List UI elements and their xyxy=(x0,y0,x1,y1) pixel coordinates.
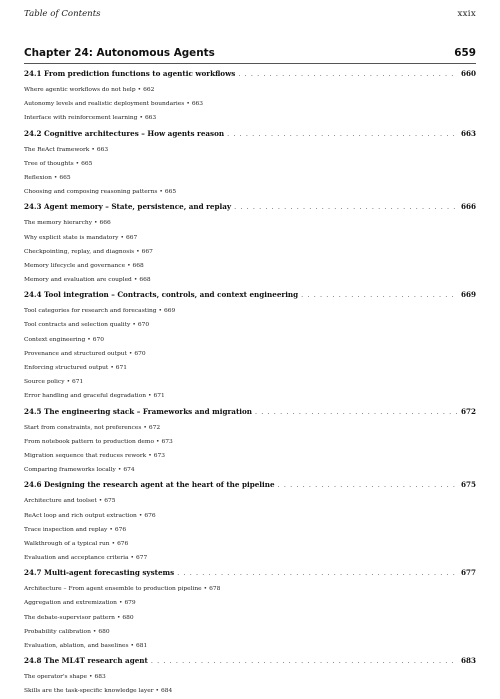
section-entry[interactable] xyxy=(24,407,476,421)
bullet-separator: • xyxy=(111,540,116,547)
subsection-title: Error handling and graceful degradation xyxy=(24,393,147,400)
toc-section xyxy=(24,129,476,200)
section-title: 24.4 Tool integration – Contracts, controls, and context engineering xyxy=(24,290,299,300)
bullet-separator: • xyxy=(148,452,152,459)
subsection-entry[interactable] xyxy=(24,449,476,463)
chapter-page: 659 xyxy=(454,47,476,59)
bullet-separator: • xyxy=(87,336,91,343)
subsection-page: 663 xyxy=(144,115,157,122)
dot-leader xyxy=(151,657,458,665)
section-page: 672 xyxy=(460,406,476,416)
subsection-entry[interactable] xyxy=(24,347,476,361)
subsection-entry[interactable] xyxy=(24,83,476,97)
subsection-page: 670 xyxy=(92,336,104,343)
subsection-entry[interactable] xyxy=(24,421,476,435)
bullet-separator: • xyxy=(143,424,147,431)
subsection-page: 667 xyxy=(141,248,153,255)
subsection-title: Aggregation and extremization xyxy=(24,600,117,607)
subsection-page: 680 xyxy=(122,614,134,621)
section-entry[interactable] xyxy=(24,69,476,83)
subsection-title: Autonomy levels and realistic deployment boundaries xyxy=(24,101,185,108)
bullet-separator: • xyxy=(132,322,136,329)
subsection-page: 668 xyxy=(132,262,144,269)
toc-section xyxy=(24,407,476,478)
chapter-title: Chapter 24: Autonomous Agents xyxy=(24,47,215,59)
dot-leader xyxy=(238,70,458,78)
subsection-entry[interactable] xyxy=(24,231,476,245)
subsection-page: 675 xyxy=(104,498,116,505)
bullet-separator: • xyxy=(138,512,143,519)
subsection-entry[interactable] xyxy=(24,389,476,403)
subsection-title: Architecture and toolset xyxy=(24,498,97,505)
subsection-entry[interactable] xyxy=(24,611,476,625)
section-page: 675 xyxy=(460,480,476,490)
subsection-page: 679 xyxy=(124,600,136,607)
subsection-page: 667 xyxy=(125,234,138,241)
bullet-separator: • xyxy=(109,526,113,533)
running-head-title: Table of Contents xyxy=(24,9,101,19)
subsection-page: 670 xyxy=(137,322,150,329)
subsection-entry[interactable] xyxy=(24,361,476,375)
subsection-title: Where agentic workflows do not help xyxy=(24,87,136,93)
subsection-title: Skills are the task-specific knowledge layer xyxy=(24,688,154,695)
subsection-title: Architecture – From agent ensemble to production pipeline xyxy=(24,586,202,593)
chapter-entry[interactable] xyxy=(24,47,476,64)
dot-leader xyxy=(255,408,458,416)
section-title: 24.1 From prediction functions to agentic workflows xyxy=(24,69,236,78)
subsection-title: Probability calibration xyxy=(24,628,91,635)
subsection-page: 663 xyxy=(96,146,109,153)
section-title: 24.8 The ML4T research agent xyxy=(24,656,148,666)
section-title: 24.5 The engineering stack – Frameworks and migration xyxy=(24,406,253,416)
subsection-entry[interactable] xyxy=(24,318,476,332)
toc-section xyxy=(24,568,476,653)
subsection-page: 673 xyxy=(161,438,173,445)
subsection-page: 674 xyxy=(123,467,135,474)
subsection-entry[interactable] xyxy=(24,216,476,230)
dot-leader xyxy=(234,203,458,211)
subsection-entry[interactable] xyxy=(24,333,476,347)
bullet-separator: • xyxy=(53,174,58,181)
section-title: 24.7 Multi-agent forecasting systems xyxy=(24,568,175,578)
section-title: 24.2 Cognitive architectures – How agents reason xyxy=(24,128,225,138)
running-head xyxy=(24,0,476,21)
subsection-entry[interactable] xyxy=(24,551,476,565)
bullet-separator: • xyxy=(148,393,152,400)
section-entry[interactable] xyxy=(24,202,476,216)
bullet-separator: • xyxy=(128,350,133,357)
subsection-page: 662 xyxy=(143,87,155,93)
subsection-entry[interactable] xyxy=(24,625,476,639)
subsection-page: 680 xyxy=(98,628,110,635)
section-entry[interactable] xyxy=(24,656,476,670)
dot-leader xyxy=(227,130,458,138)
subsection-title: Checkpointing, replay, and diagnosis xyxy=(24,248,135,255)
subsection-entry[interactable] xyxy=(24,245,476,259)
subsection-title: Trace inspection and replay xyxy=(24,526,108,533)
subsection-title: The debate-supervisor pattern xyxy=(24,614,115,621)
subsection-entry[interactable] xyxy=(24,97,476,111)
dot-leader xyxy=(278,481,458,489)
subsection-title: Walkthrough of a typical run xyxy=(24,540,110,547)
bullet-separator: • xyxy=(158,308,163,315)
section-title: 24.6 Designing the research agent at the heart of the pipeline xyxy=(24,480,275,490)
subsection-page: 684 xyxy=(161,688,173,695)
subsection-title: Memory lifecycle and governance xyxy=(24,262,126,269)
subsection-title: Tool contracts and selection quality xyxy=(24,322,131,329)
subsection-entry[interactable] xyxy=(24,523,476,537)
subsection-title: Start from constraints, not preferences xyxy=(24,424,142,431)
section-entry[interactable] xyxy=(24,568,476,582)
running-head-page-number: xxix xyxy=(457,9,476,19)
bullet-separator: • xyxy=(89,674,93,681)
subsection-page: 676 xyxy=(144,512,156,519)
subsection-title: The ReAct framework xyxy=(24,146,90,153)
section-page: 663 xyxy=(460,128,476,138)
subsection-entry[interactable] xyxy=(24,537,476,551)
section-page: 666 xyxy=(460,202,476,212)
subsection-title: Evaluation and acceptance criteria xyxy=(24,555,129,562)
bullet-separator: • xyxy=(110,365,114,371)
bullet-separator: • xyxy=(91,146,95,153)
bullet-separator: • xyxy=(75,160,80,167)
bullet-separator: • xyxy=(155,688,160,695)
subsection-title: ReAct loop and rich output extraction xyxy=(24,512,137,519)
bullet-separator: • xyxy=(116,614,121,621)
dot-leader xyxy=(301,291,458,299)
toc-section xyxy=(24,656,476,698)
subsection-entry[interactable] xyxy=(24,111,476,125)
subsection-page: 671 xyxy=(72,379,84,386)
section-entry[interactable] xyxy=(24,129,476,143)
bullet-separator: • xyxy=(66,379,71,386)
bullet-separator: • xyxy=(156,438,160,445)
toc-section xyxy=(24,202,476,287)
section-entry[interactable] xyxy=(24,290,476,304)
bullet-separator: • xyxy=(137,87,142,93)
subsection-entry[interactable] xyxy=(24,143,476,157)
section-page: 669 xyxy=(460,290,476,300)
subsection-entry[interactable] xyxy=(24,670,476,684)
bullet-separator: • xyxy=(159,189,163,196)
bullet-separator: • xyxy=(186,101,190,108)
bullet-separator: • xyxy=(94,220,98,227)
subsection-entry[interactable] xyxy=(24,582,476,596)
subsection-title: Migration sequence that reduces rework xyxy=(24,452,147,459)
subsection-title: Provenance and structured output xyxy=(24,350,127,357)
subsection-page: 676 xyxy=(117,540,129,547)
toc-section xyxy=(24,480,476,565)
bullet-separator: • xyxy=(130,555,134,562)
subsection-page: 672 xyxy=(148,424,161,431)
subsection-page: 663 xyxy=(191,101,204,108)
subsection-page: 683 xyxy=(94,674,106,681)
subsection-title: From notebook pattern to production demo xyxy=(24,438,155,445)
dot-leader xyxy=(177,569,458,577)
subsection-title: The operator's shape xyxy=(24,674,88,681)
section-page: 683 xyxy=(460,656,476,666)
subsection-page: 670 xyxy=(134,350,146,357)
subsection-title: Context engineering xyxy=(24,336,86,343)
subsection-title: Memory and evaluation are coupled xyxy=(24,277,132,284)
subsection-entry[interactable] xyxy=(24,273,476,287)
subsection-entry[interactable] xyxy=(24,684,476,698)
section-page: 660 xyxy=(460,69,476,78)
toc-section xyxy=(24,69,476,126)
subsection-title: Comparing frameworks locally xyxy=(24,467,116,474)
subsection-entry[interactable] xyxy=(24,596,476,610)
subsection-entry[interactable] xyxy=(24,494,476,508)
section-entry[interactable] xyxy=(24,480,476,494)
bullet-separator: • xyxy=(117,467,122,474)
subsection-entry[interactable] xyxy=(24,304,476,318)
subsection-entry[interactable] xyxy=(24,639,476,653)
subsection-entry[interactable] xyxy=(24,185,476,199)
bullet-separator: • xyxy=(118,600,123,607)
bullet-separator: • xyxy=(130,643,134,649)
subsection-page: 678 xyxy=(209,586,221,593)
subsection-page: 669 xyxy=(164,308,176,315)
subsection-title: Enforcing structured output xyxy=(24,365,109,371)
subsection-entry[interactable] xyxy=(24,259,476,273)
subsection-page: 676 xyxy=(114,526,127,533)
subsection-page: 681 xyxy=(135,643,148,649)
subsection-title: Reflexion xyxy=(24,174,52,181)
section-page: 677 xyxy=(460,568,476,578)
subsection-page: 666 xyxy=(99,220,111,227)
bullet-separator: • xyxy=(98,498,103,505)
subsection-title: Evaluation, ablation, and baselines xyxy=(24,643,129,649)
subsection-page: 665 xyxy=(164,189,177,196)
bullet-separator: • xyxy=(133,277,138,284)
toc-section xyxy=(24,290,476,403)
subsection-page: 665 xyxy=(59,174,71,181)
subsection-page: 677 xyxy=(136,555,148,562)
subsection-page: 673 xyxy=(153,452,165,459)
bullet-separator: • xyxy=(127,262,131,269)
toc-sections xyxy=(24,69,476,699)
bullet-separator: • xyxy=(120,234,124,241)
subsection-page: 668 xyxy=(139,277,151,284)
subsection-entry[interactable] xyxy=(24,435,476,449)
subsection-title: Tool categories for research and forecasting xyxy=(24,308,157,315)
bullet-separator: • xyxy=(203,586,208,593)
bullet-separator: • xyxy=(136,248,140,255)
subsection-title: Source policy xyxy=(24,379,65,386)
subsection-title: The memory hierarchy xyxy=(24,220,93,227)
bullet-separator: • xyxy=(139,115,143,122)
subsection-title: Choosing and composing reasoning patterns xyxy=(24,189,158,196)
subsection-page: 671 xyxy=(115,365,128,371)
section-title: 24.3 Agent memory – State, persistence, and replay xyxy=(24,202,232,212)
subsection-title: Interface with reinforcement learning xyxy=(24,115,138,122)
subsection-entry[interactable] xyxy=(24,171,476,185)
subsection-page: 671 xyxy=(153,393,165,400)
subsection-entry[interactable] xyxy=(24,157,476,171)
subsection-entry[interactable] xyxy=(24,509,476,523)
subsection-title: Why explicit state is mandatory xyxy=(24,234,119,241)
subsection-title: Tree of thoughts xyxy=(24,160,74,167)
subsection-entry[interactable] xyxy=(24,463,476,477)
subsection-entry[interactable] xyxy=(24,375,476,389)
bullet-separator: • xyxy=(92,628,97,635)
subsection-page: 665 xyxy=(81,160,93,167)
